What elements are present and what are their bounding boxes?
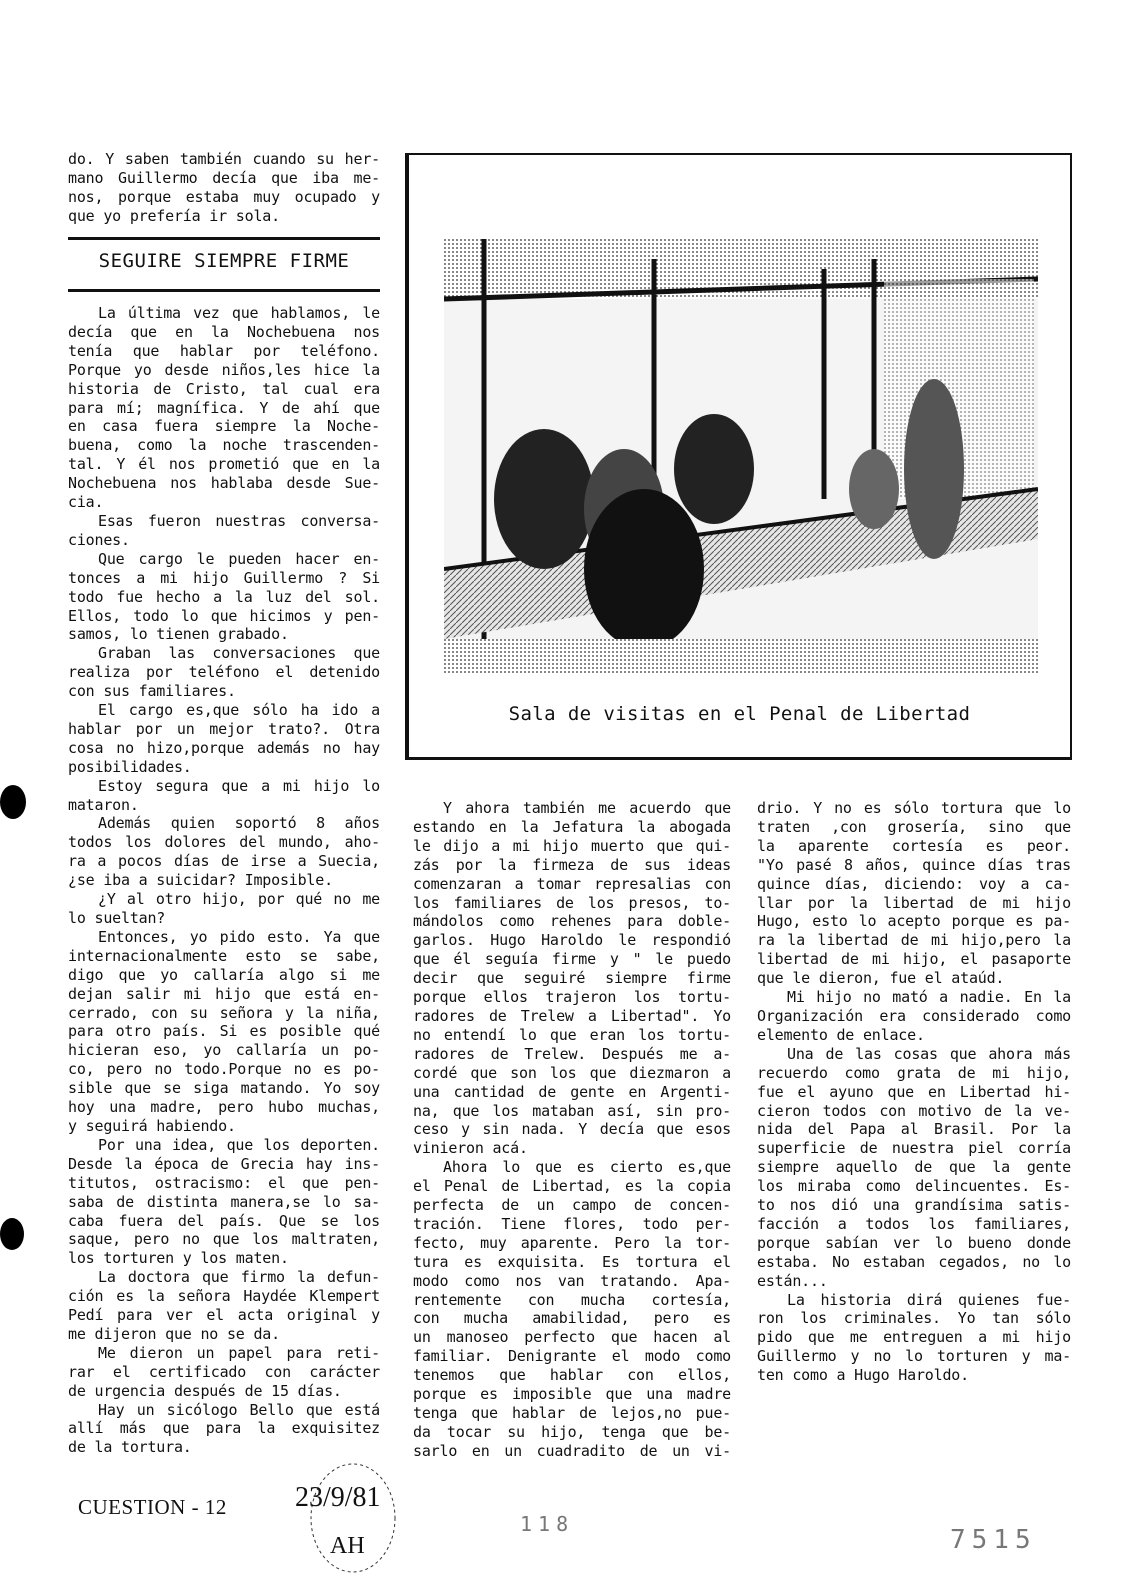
text-line: estaba. No estaban cegados, no lo xyxy=(757,1252,1071,1271)
text-line: ceso y sin nada. Y decía que esos xyxy=(413,1120,731,1139)
text-line: Estoy segura que a mi hijo lo xyxy=(98,776,380,795)
publication-footer: CUESTION - 12 xyxy=(78,1495,227,1519)
paragraph xyxy=(757,988,1071,1045)
text-line: hicieran eso, yo callaría un po- xyxy=(68,1041,380,1060)
paragraph xyxy=(68,644,380,701)
paragraph xyxy=(68,890,380,928)
text-line: pido que me entreguen a mi hijo xyxy=(757,1328,1071,1347)
divider xyxy=(68,237,380,240)
visiting-room-illustration xyxy=(444,239,1038,675)
text-line: tonces a mi hijo Guillermo ? Si xyxy=(68,568,380,587)
paragraph xyxy=(68,550,380,645)
text-line: rentemente con mucha cortesía, xyxy=(413,1290,731,1309)
text-line: do. Y saben también cuando su her- xyxy=(68,150,380,168)
text-line: titutos, ostracismo: el que pen- xyxy=(68,1173,380,1192)
text-line: Pedí para ver el acta original y xyxy=(68,1306,380,1325)
text-line: rar el certificado con carácter xyxy=(68,1362,380,1381)
text-line: para mí; magnífica. Y de ahí que xyxy=(68,398,380,417)
section-heading: SEGUIRE SIEMPRE FIRME xyxy=(98,250,350,272)
text-line: porque ellos trajeron los tortu- xyxy=(413,988,731,1007)
text-line: y seguirá habiendo. xyxy=(68,1116,236,1135)
text-line: caba fuera del país. Que se los xyxy=(68,1211,380,1230)
text-line: perfecta de un campo de concen- xyxy=(413,1196,731,1215)
text-line: tenía que hablar por teléfono. xyxy=(68,341,380,360)
text-line: radores de Trelew. Después me a- xyxy=(413,1044,731,1063)
text-line: da tocar su hijo, tenga que be- xyxy=(413,1422,731,1441)
text-line: Y ahora también me acuerdo que xyxy=(443,799,731,817)
text-line: to nos dió una grandísima satis- xyxy=(757,1196,1071,1215)
text-line: porque es imposible que una madre xyxy=(413,1385,731,1404)
text-line: tal. Y él nos prometió que en la xyxy=(68,455,380,474)
text-line: con mucha amabilidad, pero es xyxy=(413,1309,731,1328)
column-2-text xyxy=(413,799,731,1461)
text-line: posibilidades. xyxy=(68,757,192,776)
text-line: saba de distinta manera,se lo sa- xyxy=(68,1192,380,1211)
text-line: tración. Tiene flores, todo per- xyxy=(413,1214,731,1233)
text-line: radores de Trelew a Libertad". Yo xyxy=(413,1006,731,1025)
text-line: con sus familiares. xyxy=(68,682,236,701)
text-line: mataron. xyxy=(68,795,139,814)
text-line: una cantidad de gente en Argenti- xyxy=(413,1082,731,1101)
text-line: que él seguía firme y " le puedo xyxy=(413,950,731,969)
paragraph xyxy=(68,512,380,550)
text-line: decía que en la Nochebuena nos xyxy=(68,322,380,341)
text-line: tura es exquisita. Es tortura el xyxy=(413,1252,731,1271)
text-line: ción es la señora Haydée Klempert xyxy=(68,1287,380,1306)
text-line: mándolos como rehenes para doble- xyxy=(413,912,731,931)
figure-caption: Sala de visitas en el Penal de Libertad xyxy=(508,703,971,725)
text-line: cordé que son los que diezmaron a xyxy=(413,1063,731,1082)
text-line: tenga que hablar de lejos,no pue- xyxy=(413,1404,731,1422)
punch-hole xyxy=(0,785,26,819)
paragraph xyxy=(68,701,380,777)
text-line: en casa fuera siempre la Noche- xyxy=(68,417,380,436)
text-line: nida del Papa al Brasil. Por la xyxy=(757,1120,1071,1139)
paragraph xyxy=(757,1291,1071,1386)
text-line: cieron todos con motivo de la ve- xyxy=(757,1101,1071,1120)
text-line: de la tortura. xyxy=(68,1438,192,1457)
text-line: un manoseo perfecto que hacen al xyxy=(413,1328,731,1347)
text-line: mano Guillermo decía que iba me- xyxy=(68,168,380,187)
text-line: La última vez que hablamos, le xyxy=(98,304,380,322)
text-line: Guillermo y no lo torturen y ma- xyxy=(757,1347,1071,1366)
text-line: lo sueltan? xyxy=(68,909,166,927)
text-line: Esas fueron nuestras conversa- xyxy=(98,511,380,530)
text-line: estando en la Jefatura la abogada xyxy=(413,817,731,836)
text-line: de urgencia después de 15 días. xyxy=(68,1381,342,1400)
page-number: 7515 xyxy=(950,1525,1037,1555)
text-line: libertad de mi hijo, el pasaporte xyxy=(757,950,1071,969)
text-line: traten ,con grosería, sino que xyxy=(757,817,1071,836)
text-line: hablar por un mejor trato?. Otra xyxy=(68,719,380,738)
text-line: tenemos que hablar con ellos, xyxy=(413,1366,731,1385)
text-line: todo fue hecho a la luz del sol. xyxy=(68,587,380,606)
text-line: dejan salir mi hijo que está en- xyxy=(68,984,380,1003)
text-line: fecto, muy aparente. Pero la tor- xyxy=(413,1233,731,1252)
text-line: que le dieron, fue el ataúd. xyxy=(757,969,1005,988)
text-line: Me dieron un papel para reti- xyxy=(98,1343,380,1362)
column-1-continued-text xyxy=(68,150,380,226)
text-line: la aparente cortesía es peor. xyxy=(757,836,1071,855)
text-line: ¿Y al otro hijo, por qué no me xyxy=(98,890,380,909)
text-line: ten como a Hugo Haroldo. xyxy=(757,1366,969,1385)
text-line: quince días, diciendo: voy a ca- xyxy=(757,874,1071,893)
text-line: no entendí lo que eran los tortu- xyxy=(413,1025,731,1044)
text-line: sible que se siga matando. Yo soy xyxy=(68,1079,380,1098)
text-line: recuerdo como grata de mi hijo, xyxy=(757,1063,1071,1082)
text-line: na, que los mataban así, sin pro- xyxy=(413,1101,731,1120)
paragraph xyxy=(757,799,1071,988)
text-line: Porque yo desde niños,les hice la xyxy=(68,360,380,379)
text-line: Además quien soportó 8 años xyxy=(98,814,380,833)
text-line: cerrado, con su señora y la niña, xyxy=(68,1003,380,1022)
text-line: le dijo a mi hijo muerto que qui- xyxy=(413,836,731,855)
text-line: modo como nos van tratando. Apa- xyxy=(413,1271,731,1290)
text-line: cosa no hizo,porque además no hay xyxy=(68,738,380,757)
stamp-initials: AH xyxy=(330,1533,365,1559)
text-line: ra la libertad de mi hijo,pero la xyxy=(757,931,1071,950)
text-line: saque, pero no que los maltraten, xyxy=(68,1230,380,1249)
text-line: allí más que para la exquisitez xyxy=(68,1419,380,1438)
archive-mark: 118 xyxy=(520,1512,575,1536)
text-line: realiza por teléfono el detenido xyxy=(68,663,380,682)
text-line: La doctora que firmo la defun- xyxy=(98,1268,380,1287)
text-line: comenzaran a tomar represalias con xyxy=(413,874,731,893)
text-line: internacionalmente esto se sabe, xyxy=(68,946,380,965)
text-line: digo que yo callaría algo si me xyxy=(68,965,380,984)
text-line: el Penal de Libertad, es la copia xyxy=(413,1177,731,1196)
text-line: familiar. Denigrante el modo como xyxy=(413,1347,731,1366)
text-line: siempre aquello de que la gente xyxy=(757,1158,1071,1177)
text-line: Por una idea, que los deporten. xyxy=(98,1135,380,1154)
text-line: para otro país. Si es posible qué xyxy=(68,1022,380,1041)
text-line: elemento de enlace. xyxy=(757,1025,925,1044)
punch-hole xyxy=(0,1218,24,1250)
text-line: superficie de nuestra piel corría xyxy=(757,1139,1071,1158)
text-line: historia de Cristo, tal cual era xyxy=(68,379,380,398)
text-line: ciones. xyxy=(68,530,130,549)
paragraph xyxy=(68,1344,380,1401)
paragraph xyxy=(68,1268,380,1344)
text-line: los miraba como delincuentes. Es- xyxy=(757,1177,1071,1196)
text-line: facción a todos los familiares, xyxy=(757,1214,1071,1233)
text-line: cia. xyxy=(68,493,104,512)
text-line: porque sabían ver lo bueno donde xyxy=(757,1233,1071,1252)
text-line: los torturen y los maten. xyxy=(68,1249,289,1268)
text-line: ra a pocos días de irse a Suecia, xyxy=(68,852,380,871)
text-line: co, pero no todo.Porque no es po- xyxy=(68,1060,380,1079)
paragraph xyxy=(68,1136,380,1268)
text-line: nos, porque estaba muy ocupado y xyxy=(68,187,380,206)
paragraph xyxy=(68,928,380,1136)
text-line: garlos. Hugo Haroldo le respondió xyxy=(413,931,731,950)
text-line: que yo prefería ir sola. xyxy=(68,206,280,225)
text-line: samos, lo tienen grabado. xyxy=(68,625,289,644)
text-line: "Yo pasé 8 años, quince días tras xyxy=(757,855,1071,874)
text-line: Graban las conversaciones que xyxy=(98,644,380,663)
text-line: El cargo es,que sólo ha ido a xyxy=(98,701,380,720)
text-line: llar por la libertad de mi hijo xyxy=(757,893,1071,912)
paragraph xyxy=(68,814,380,890)
text-line: sarlo en un cuadradito de un vi- xyxy=(413,1441,731,1460)
text-line: Organización era considerado como xyxy=(757,1006,1071,1025)
text-line: están... xyxy=(757,1271,828,1290)
text-line: vinieron acá. xyxy=(413,1139,528,1158)
text-line: Mi hijo no mató a nadie. En la xyxy=(787,988,1071,1007)
text-line: Hugo, esto lo acepto porque es pa- xyxy=(757,912,1071,931)
text-line: fue el ayuno que en Libertad hi- xyxy=(757,1082,1071,1101)
paragraph xyxy=(68,150,380,226)
paragraph xyxy=(413,1158,731,1461)
stamp-date: 23/9/81 xyxy=(295,1482,381,1513)
paragraph xyxy=(68,777,380,815)
text-line: Hay un sicólogo Bello que está xyxy=(98,1400,380,1419)
text-line: los familiares de los presos, to- xyxy=(413,893,731,912)
paragraph xyxy=(413,799,731,1158)
text-line: hoy una madre, pero hubo muchas, xyxy=(68,1098,380,1117)
text-line: decir que seguiré siempre firme xyxy=(413,969,731,988)
column-3-text xyxy=(757,799,1071,1385)
text-line: todos los dolores del mundo, aho- xyxy=(68,833,380,852)
text-line: zás por la firmeza de sus ideas xyxy=(413,855,731,874)
text-line: Desde la época de Grecia hay ins- xyxy=(68,1154,380,1173)
text-line: Ellos, todo lo que hicimos y pen- xyxy=(68,606,380,625)
text-line: Que cargo le pueden hacer en- xyxy=(98,549,380,568)
paragraph xyxy=(68,304,380,512)
paragraph xyxy=(68,1401,380,1458)
figure-frame xyxy=(405,153,1072,760)
text-line: me dijeron que no se da. xyxy=(68,1324,280,1343)
divider xyxy=(68,289,380,292)
text-line: Ahora lo que es cierto es,que xyxy=(443,1158,731,1177)
text-line: buena, como la noche trascenden- xyxy=(68,436,380,455)
text-line: Nochebuena nos hablaba desde Sue- xyxy=(68,474,380,493)
text-line: Entonces, yo pido esto. Ya que xyxy=(98,927,380,946)
text-line: La historia dirá quienes fue- xyxy=(787,1290,1071,1309)
text-line: ron los criminales. Yo tan sólo xyxy=(757,1309,1071,1328)
paragraph xyxy=(757,1045,1071,1291)
column-1-text xyxy=(68,304,380,1457)
text-line: ¿se iba a suicidar? Imposible. xyxy=(68,871,333,890)
text-line: Una de las cosas que ahora más xyxy=(787,1044,1071,1063)
text-line: drio. Y no es sólo tortura que lo xyxy=(757,799,1071,817)
